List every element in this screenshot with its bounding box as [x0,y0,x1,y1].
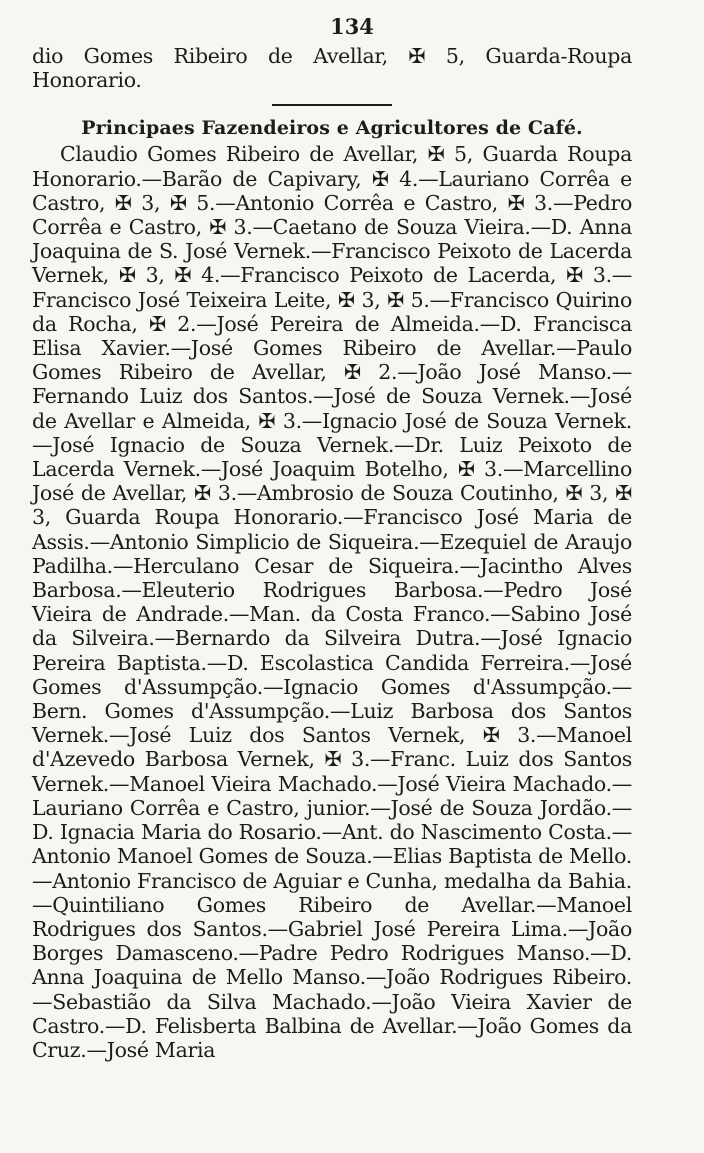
intro-paragraph: dio Gomes Ribeiro de Avellar, ✠ 5, Guarda-Roupa Honorario. [32,44,632,93]
body-paragraph: Claudio Gomes Ribeiro de Avellar, ✠ 5, Guarda Roupa Honorario.—Barão de Capivary, ✠ 4.—Lauriano Corrêa e Castro, ✠ 3, ✠ 5.—Antonio Corrêa e Castro, ✠ 3.—Pedro Corrêa e Castro, ✠ 3.—Caetano de Souza Vieira.—D. Anna Joaquina de S. José Vernek.—Francisco Peixoto de Lacerda Vernek, ✠ 3, ✠ 4.—Francisco Peixoto de Lacerda, ✠ 3.—Francisco José Teixeira Leite, ✠ 3, ✠ 5.—Francisco Quirino da Rocha, ✠ 2.—José Pereira de Almeida.—D. Francisca Elisa Xavier.—José Gomes Ribeiro de Avellar.—Paulo Gomes Ribeiro de Avellar, ✠ 2.—João José Manso.—Fernando Luiz dos Santos.—José de Souza Vernek.—José de Avellar e Almeida, ✠ 3.—Ignacio José de Souza Vernek.—José Ignacio de Souza Vernek.—Dr. Luiz Peixoto de Lacerda Vernek.—José Joaquim Botelho, ✠ 3.—Marcellino José de Avellar, ✠ 3.—Ambrosio de Souza Coutinho, ✠ 3, ✠ 3, Guarda Roupa Honorario.—Francisco José Maria de Assis.—Antonio Simplicio de Siqueira.—Ezequiel de Araujo Padilha.—Herculano Cesar de Siqueira.—Jacintho Alves Barbosa.—Eleuterio Rodrigues Barbosa.—Pedro José Vieira de Andrade.—Man. da Costa Franco.—Sabino José da Silveira.—Bernardo da Silveira Dutra.—José Ignacio Pereira Baptista.—D. Escolastica Candida Ferreira.—José Gomes d'Assumpção.—Ignacio Gomes d'Assumpção.—Bern. Gomes d'Assumpção.—Luiz Barbosa dos Santos Vernek.—José Luiz dos Santos Vernek, ✠ 3.—Manoel d'Azevedo Barbosa Vernek, ✠ 3.—Franc. Luiz dos Santos Vernek.—Manoel Vieira Machado.—José Vieira Machado.—Lauriano Corrêa e Castro, junior.—José de Souza Jordão.—D. Ignacia Maria do Rosario.—Ant. do Nascimento Costa.—Antonio Manoel Gomes de Souza.—Elias Baptista de Mello.—Antonio Francisco de Aguiar e Cunha, medalha da Bahia.—Quintiliano Gomes Ribeiro de Avellar.—Manoel Rodrigues dos Santos.—Gabriel José Pereira Lima.—João Borges Damasceno.—Padre Pedro Rodrigues Manso.—D. Anna Joaquina de Mello Manso.—João Rodrigues Ribeiro.—Sebastião da Silva Machado.—João Vieira Xavier de Castro.—D. Felisberta Balbina de Avellar.—João Gomes da Cruz.—José Maria [32,142,632,1062]
section-divider [272,104,392,106]
section-heading: Principaes Fazendeiros e Agricultores de Café. [81,117,583,140]
page-number: 134 [330,14,374,39]
document-page [32,14,632,1062]
